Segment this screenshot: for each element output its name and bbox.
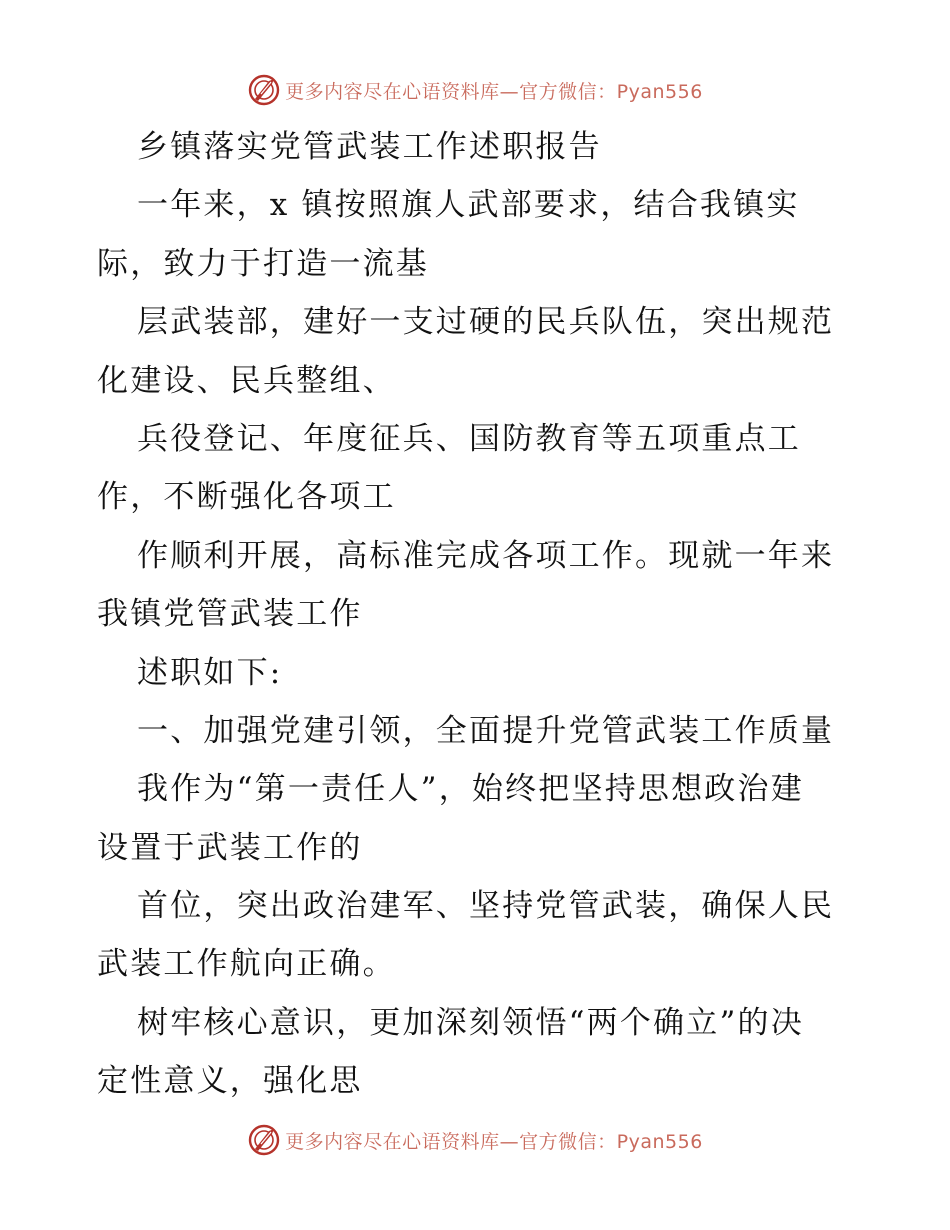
quill-logo-icon (247, 73, 281, 107)
paragraph-line: 作，不断强化各项工 (97, 479, 396, 516)
banner-main-text: 更多内容尽在心语资料库 (285, 80, 500, 103)
quill-logo-icon (247, 1123, 281, 1157)
paragraph-line: 我作为“第一责任人”，始终把坚持思想政治建 (137, 771, 804, 808)
banner-wechat-text: 官方微信：Pyan556 (519, 80, 703, 103)
banner-main-text: 更多内容尽在心语资料库 (285, 1130, 500, 1153)
banner-text (285, 77, 703, 104)
document-body (97, 118, 857, 1111)
header-watermark-banner (0, 70, 950, 110)
paragraph-line: 定性意义，强化思 (97, 1063, 363, 1100)
paragraph-line: 首位，突出政治建军、坚持党管武装，确保人民 (137, 888, 835, 925)
paragraph-line: 武装工作航向正确。 (97, 946, 396, 983)
footer-watermark-banner (0, 1120, 950, 1160)
paragraph-line: 层武装部，建好一支过硬的民兵队伍，突出规范 (137, 304, 835, 341)
paragraph-line: 我镇党管武装工作 (97, 596, 363, 633)
banner-wechat-text: 官方微信：Pyan556 (519, 1130, 703, 1153)
banner-separator: — (499, 1130, 520, 1153)
banner-separator: — (499, 80, 520, 103)
paragraph-line: 兵役登记、年度征兵、国防教育等五项重点工 (137, 420, 801, 457)
paragraph-line: 作顺利开展，高标准完成各项工作。现就一年来 (137, 537, 835, 574)
document-title: 乡镇落实党管武装工作述职报告 (137, 129, 602, 165)
paragraph-line: 际，致力于打造一流基 (97, 245, 429, 282)
paragraph-line: 一年来，x 镇按照旗人武部要求，结合我镇实 (137, 187, 800, 224)
paragraph-line: 化建设、民兵整组、 (97, 362, 396, 399)
paragraph-line: 树牢核心意识，更加深刻领悟“两个确立”的决 (137, 1004, 804, 1041)
section-heading: 一、加强党建引领，全面提升党管武装工作质量 (137, 712, 835, 749)
paragraph-line: 述职如下: (137, 654, 283, 691)
paragraph-line: 设置于武装工作的 (97, 829, 363, 866)
banner-text (285, 1127, 703, 1154)
